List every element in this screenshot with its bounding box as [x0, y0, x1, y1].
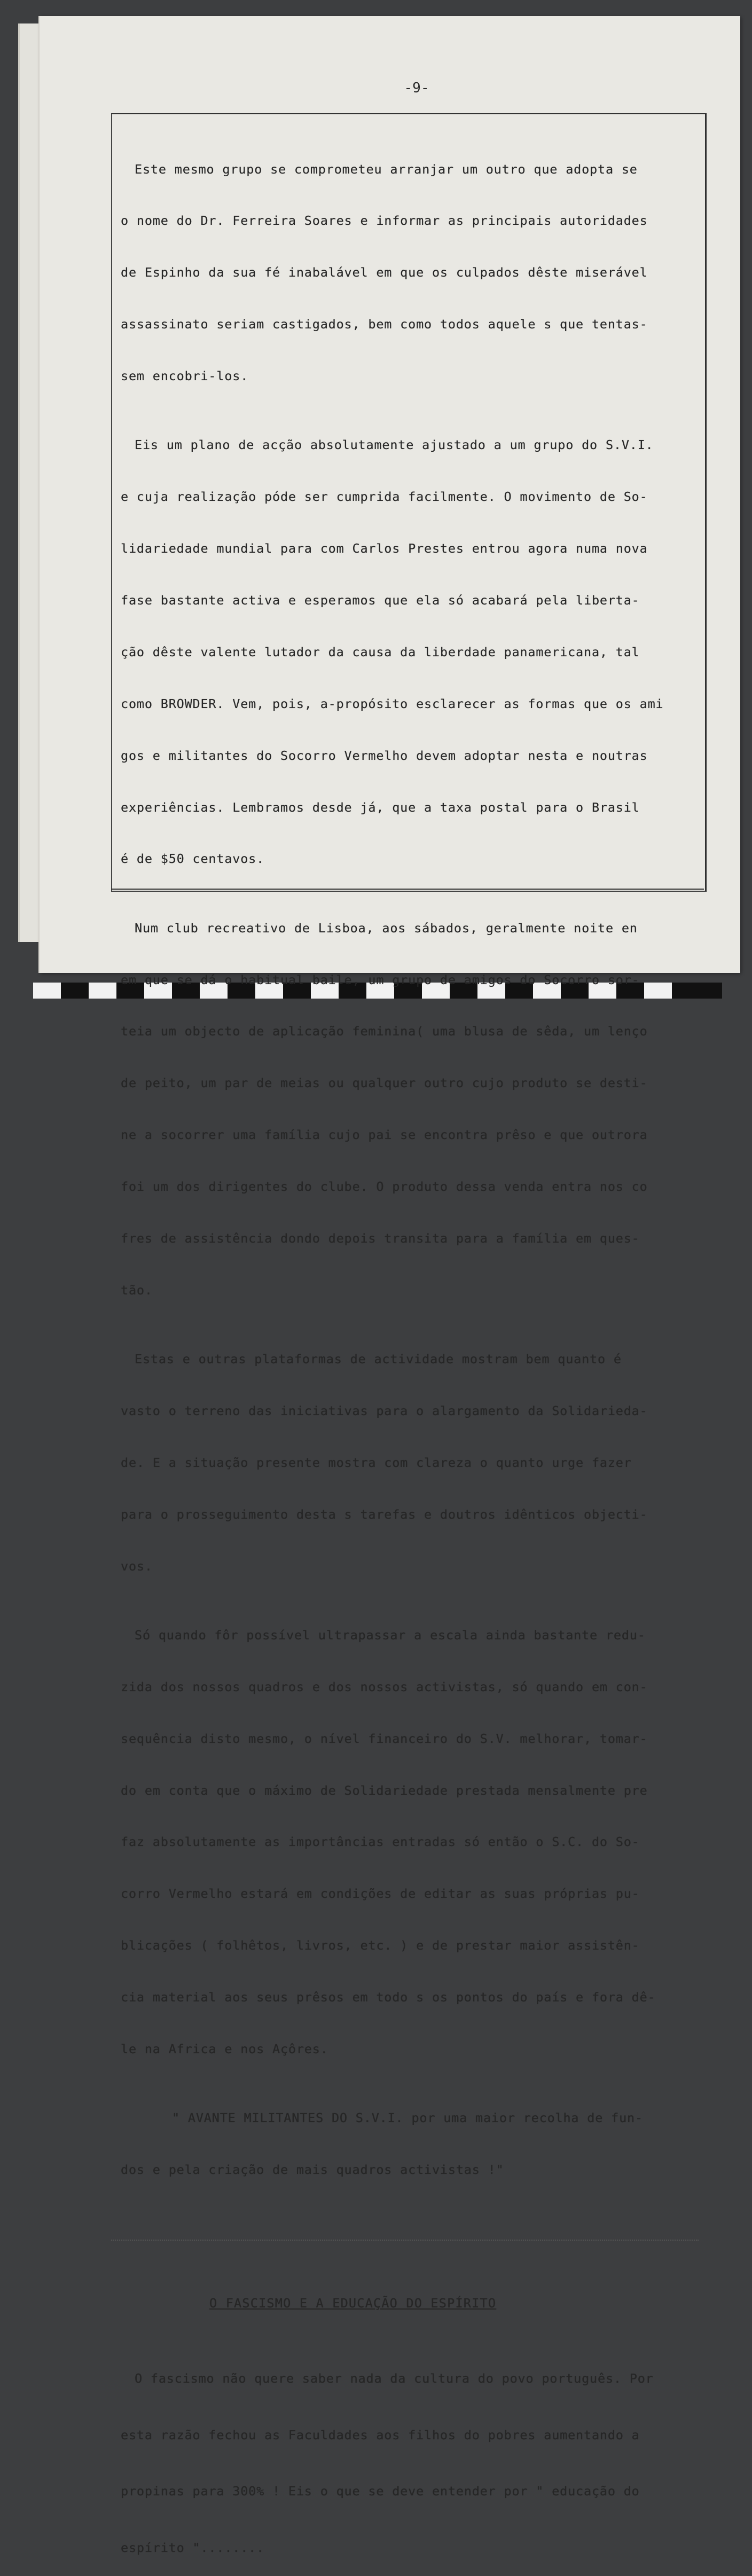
- text-line: Num club recreativo de Lisboa, aos sábados, geralmente noite en: [135, 920, 638, 936]
- slogan-line: dos e pela criação de mais quadros activistas !": [121, 2162, 504, 2178]
- document-body: [121, 126, 701, 2576]
- text-line: teia um objecto de aplicação feminina( uma blusa de sêda, um lenço: [121, 1024, 648, 1039]
- text-line: corro Vermelho estará em condições de editar as suas próprias pu-: [121, 1886, 640, 1902]
- section-divider: [111, 2231, 699, 2241]
- text-line: sequência disto mesmo, o nível financeiro do S.V. melhorar, tomar-: [121, 1731, 648, 1746]
- text-line: gos e militantes do Socorro Vermelho devem adoptar nesta e noutras: [121, 748, 648, 763]
- text-line: de Espinho da sua fé inabalável em que os culpados dêste miserável: [121, 265, 648, 280]
- text-line: Este mesmo grupo se comprometeu arranjar um outro que adopta se: [135, 161, 638, 177]
- text-line: fase bastante activa e esperamos que ela só acabará pela liberta-: [121, 593, 640, 608]
- text-line: de peito, um par de meias ou qualquer outro cujo produto se desti-: [121, 1075, 648, 1091]
- section-line: esta razão fechou as Faculdades aos filhos do pobres aumentando a: [121, 2427, 640, 2443]
- text-line: Só quando fôr possível ultrapassar a escala ainda bastante redu-: [135, 1627, 646, 1643]
- text-line: como BROWDER. Vem, pois, a-propósito esclarecer as formas que os ami: [121, 696, 664, 711]
- text-line: cia material aos seus prêsos em todo s os pontos do país e fora dê-: [121, 1990, 656, 2005]
- section-title: O FASCISMO E A EDUCAÇÃO DO ESPÍRITO: [209, 2296, 497, 2311]
- text-line: faz absolutamente as importâncias entradas só então o S.C. do So-: [121, 1834, 640, 1850]
- text-line: assassinato seriam castigados, bem como todos aquele s que tentas-: [121, 317, 648, 332]
- text-line: Estas e outras plataformas de actividade mostram bem quanto é: [135, 1352, 622, 1367]
- section-line: espírito "........: [121, 2540, 265, 2555]
- text-line: foi um dos dirigentes do clube. O produto dessa venda entra nos co: [121, 1179, 648, 1195]
- text-line: é de $50 centavos.: [121, 851, 265, 867]
- text-line: blicações ( folhêtos, livros, etc. ) e de prestar maior assistên-: [121, 1938, 640, 1953]
- text-line: tão.: [121, 1282, 153, 1298]
- text-line: sem encobri-los.: [121, 368, 249, 384]
- text-line: zida dos nossos quadros e dos nossos activistas, só quando em con-: [121, 1679, 648, 1694]
- text-line: do em conta que o máximo de Solidariedade prestada mensalmente pre: [121, 1782, 648, 1798]
- text-line: o nome do Dr. Ferreira Soares e informar as principais autoridades: [121, 213, 648, 229]
- text-line: de. E a situação presente mostra com clareza o quanto urge fazer: [121, 1455, 632, 1470]
- stencil-bottom-rule: [111, 889, 704, 890]
- text-line: e cuja realização póde ser cumprida facilmente. O movimento de So-: [121, 489, 648, 505]
- text-line: le na Africa e nos Açôres.: [121, 2041, 328, 2056]
- text-line: lidariedade mundial para com Carlos Prestes entrou agora numa nova: [121, 541, 648, 556]
- section-line: O fascismo não quere saber nada da cultura do povo português. Por: [135, 2371, 654, 2386]
- text-line: experiências. Lembramos desde já, que a taxa postal para o Brasil: [121, 799, 640, 815]
- text-line: em que se dá o habitual baile, um grupo de amigos do Socorro sor-: [121, 972, 640, 987]
- section-line: propinas para 300% ! Eis o que se deve entender por " educação do: [121, 2484, 640, 2499]
- text-line: fres de assistência dondo depois transita para a família em ques-: [121, 1231, 640, 1246]
- text-line: vos.: [121, 1558, 153, 1574]
- slogan-line: " AVANTE MILITANTES DO S.V.I. por uma maior recolha de fun-: [172, 2110, 643, 2126]
- text-line: ne a socorrer uma família cujo pai se encontra prêso e que outrora: [121, 1127, 648, 1143]
- text-line: vasto o terreno das iniciativas para o alargamento da Solidarieda-: [121, 1403, 648, 1418]
- page-number: -9-: [404, 80, 429, 96]
- text-line: para o prosseguimento desta s tarefas e doutros idênticos objecti-: [121, 1506, 648, 1522]
- text-line: ção dêste valente lutador da causa da liberdade panamericana, tal: [121, 644, 640, 659]
- text-line: Eis um plano de acção absolutamente ajustado a um grupo do S.V.I.: [135, 437, 654, 453]
